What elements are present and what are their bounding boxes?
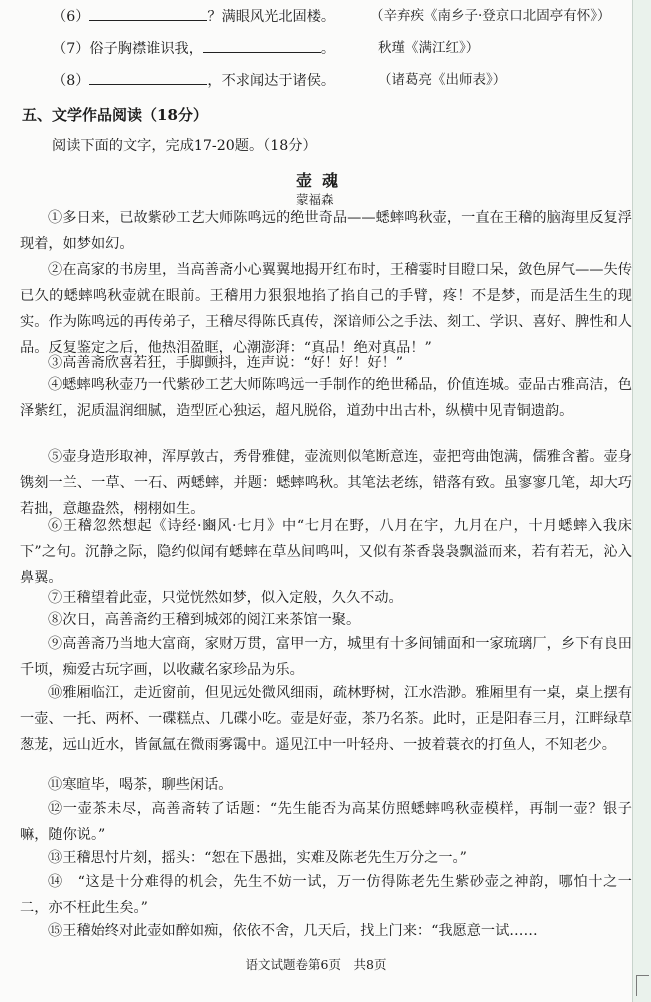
source-6: （辛弃疾《南乡子·登京口北固亭有怀》）: [370, 8, 611, 24]
paragraph-14: ⑭ “这是十分难得的机会，先生不妨一试，万一仿得陈老先生紫砂壶之神韵，哪怕十之一二，亦不枉此生矣。”: [20, 874, 632, 916]
paragraph-4: ④蟋蟀鸣秋壶乃一代紫砂工艺大师陈鸣远一手制作的绝世稀品，价值连城。壶品古雅高洁，色泽紫红，泥质温润细腻，造型匠心独运，超凡脱俗，道劲中出古朴，纵横中见青铜遗韵。: [20, 377, 632, 419]
paragraph-9: ⑨高善斋乃当地大富商，家财万贯，富甲一方，城里有十多间铺面和一家琉璃厂，乡下有良田千顷，痴爱古玩字画，以收藏名家珍品为乐。: [20, 636, 632, 678]
paragraph-5: ⑤壶身造形取神，浑厚敦古，秀骨雅健，壶流则似笔断意连，壶把弯曲饱满，儒雅含蓄。壶身镌刻一兰、一草、一石、两蟋蟀，并题：蟋蟀鸣秋。其笔法老练，错落有致。虽寥寥几笔，却大巧若拙，意趣盎然，栩栩如生。: [20, 449, 632, 517]
source-8: （诸葛亮《出师表》）: [378, 72, 507, 88]
paragraph-3: ③高善斋欣喜若狂，手脚颤抖，连声说：“好！好！好！”: [48, 355, 404, 371]
paragraph-2: ②在高家的书房里，当高善斋小心翼翼地揭开红布时，王稽霎时目瞪口呆，敛色屏气——失传已久的蟋蟀鸣秋壶就在眼前。王稽用力狠狠地掐了掐自己的手臂，疼！不是梦，而是活生生的现实。作为陈鸣远的再传弟子，王稽尽得陈氏真传，深谙师公之手法、刻工、学识、喜好、脾性和人品。反复鉴定之后，他热泪盈眶，心潮澎湃：“真品！绝对真品！”: [20, 262, 632, 356]
paragraph-7: ⑦王稽望着此壶，只觉恍然如梦，似入定般，久久不动。: [48, 590, 403, 606]
story-title: 壶魂: [296, 171, 349, 190]
paragraph-8: ⑧次日，高善斋约王稽到城郊的阅江来茶馆一聚。: [48, 612, 361, 628]
fill-line-7: （7）俗子胸襟谁识我， 。: [52, 38, 335, 59]
section-instruction: 阅读下面的文字，完成17-20题。（18分）: [52, 138, 317, 154]
section-heading: 五、文学作品阅读（18分）: [22, 106, 208, 124]
paragraph-6: ⑥王稽忽然想起《诗经·豳风·七月》中“七月在野，八月在宇，九月在户，十月蟋蟀入我床下”之句。沉静之际，隐约似闻有蟋蟀在草丛间鸣叫，又似有茶香袅袅飘溢而来，若有若无，沁入鼻翼。: [20, 518, 632, 586]
paragraph-11: ⑪寒暄毕，喝茶，聊些闲话。: [48, 777, 233, 793]
page-footer: 语文试题卷第6页 共8页: [245, 957, 387, 972]
story-author: 蒙福森: [296, 192, 334, 207]
paragraph-12: ⑫一壶茶未尽，高善斋转了话题：“先生能否为高某仿照蟋蟀鸣秋壶模样，再制一壶？银子嘛，随你说。”: [20, 801, 632, 843]
paragraph-15: ⑮王稽始终对此壶如醉如痴，依依不舍，几天后，找上门来：“我愿意一试……: [48, 923, 538, 939]
scrollbar-track[interactable]: [632, 0, 651, 1002]
fill-line-6: （6） ？满眼风光北固楼。: [52, 6, 335, 27]
answer-blank-8[interactable]: [89, 70, 207, 85]
paragraph-10: ⑩雅厢临江，走近窗前，但见远处微风细雨，疏林野树，江水浩渺。雅厢里有一桌，桌上摆有一壶、一托、两杯、一碟糕点、几碟小吃。壶是好壶，茶乃名茶。此时，正是阳春三月，江畔绿草葱茏，远山近水，皆氤氲在微雨雾霭中。遥见江中一叶轻舟、一披着蓑衣的打鱼人，不知老少。: [20, 685, 632, 753]
paragraph-13: ⑬王稽思忖片刻，摇头：“恕在下愚拙，实难及陈老先生万分之一。”: [48, 850, 467, 866]
answer-blank-6[interactable]: [89, 6, 207, 21]
fill-line-8: （8） ，不求闻达于诸侯。: [52, 70, 335, 91]
answer-blank-7[interactable]: [203, 38, 321, 53]
source-7: 秋瑾《满江红》）: [378, 40, 480, 56]
paragraph-1: ①多日来，已故紫砂工艺大师陈鸣远的绝世奇品——蟋蟀鸣秋壶，一直在王稽的脑海里反复浮现着，如梦如幻。: [20, 210, 632, 252]
page-corner-mark: [636, 975, 649, 996]
